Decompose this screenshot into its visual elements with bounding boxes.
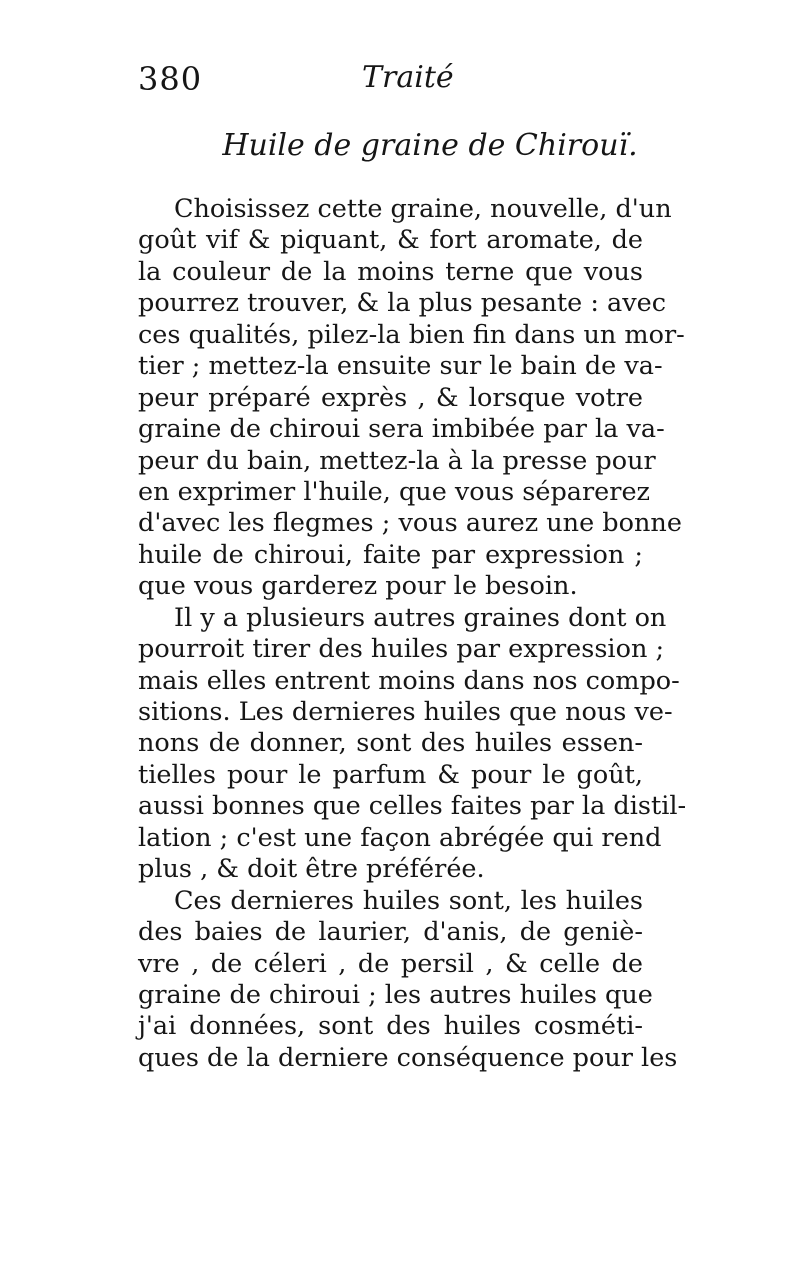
text-line: graine de chiroui ; les autres huiles que bbox=[138, 979, 653, 1010]
text-line: peur du bain, mettez-la à la presse pour bbox=[138, 445, 656, 476]
body-text bbox=[138, 194, 687, 1074]
text-line: que vous garderez pour le besoin. bbox=[138, 571, 578, 602]
text-line: peur préparé exprès , & lorsque votre bbox=[138, 382, 643, 413]
page-number: 380 bbox=[138, 60, 203, 98]
paragraph bbox=[138, 194, 685, 603]
text-line: graine de chiroui sera imbibée par la va- bbox=[138, 414, 665, 445]
section-title: Huile de graine de Chirouï. bbox=[222, 128, 638, 163]
text-line: huile de chiroui, faite par expression ; bbox=[138, 539, 643, 570]
text-line: d'avec les flegmes ; vous aurez une bonne bbox=[138, 508, 682, 539]
text-line: aussi bonnes que celles faites par la distil- bbox=[138, 791, 687, 822]
text-line: pourroit tirer des huiles par expression ; bbox=[138, 634, 665, 665]
text-line: la couleur de la moins terne que vous bbox=[138, 256, 643, 287]
text-line: Ces dernieres huiles sont, les huiles bbox=[174, 885, 643, 916]
text-line: sitions. Les dernieres huiles que nous ve- bbox=[138, 697, 673, 727]
text-line: tielles pour le parfum & pour le goût, bbox=[138, 759, 643, 790]
text-line: Choisissez cette graine, nouvelle, d'un bbox=[174, 194, 672, 224]
text-line: pourrez trouver, & la plus pesante : avec bbox=[138, 288, 667, 319]
text-line: en exprimer l'huile, que vous séparerez bbox=[138, 476, 650, 507]
paragraph bbox=[138, 602, 687, 886]
text-line: nons de donner, sont des huiles essen- bbox=[138, 728, 643, 759]
text-line: vre , de céleri , de persil , & celle de bbox=[138, 948, 643, 979]
running-head: Traité bbox=[362, 60, 454, 95]
page-header bbox=[0, 60, 800, 110]
text-line: ques de la derniere conséquence pour les bbox=[138, 1042, 678, 1073]
text-line: goût vif & piquant, & fort aromate, de bbox=[138, 225, 643, 256]
text-line: des baies de laurier, d'anis, de geniè- bbox=[138, 917, 643, 948]
text-line: lation ; c'est une façon abrégée qui rend bbox=[138, 822, 662, 853]
text-line: plus , & doit être préférée. bbox=[138, 854, 485, 885]
paragraph bbox=[138, 885, 678, 1075]
text-line: mais elles entrent moins dans nos compo- bbox=[138, 665, 680, 696]
text-line: Il y a plusieurs autres graines dont on bbox=[174, 602, 667, 633]
text-line: ces qualités, pilez-la bien fin dans un mor- bbox=[138, 319, 685, 350]
text-line: j'ai données, sont des huiles cosméti- bbox=[138, 1011, 643, 1042]
text-line: tier ; mettez-la ensuite sur le bain de va- bbox=[138, 351, 663, 382]
